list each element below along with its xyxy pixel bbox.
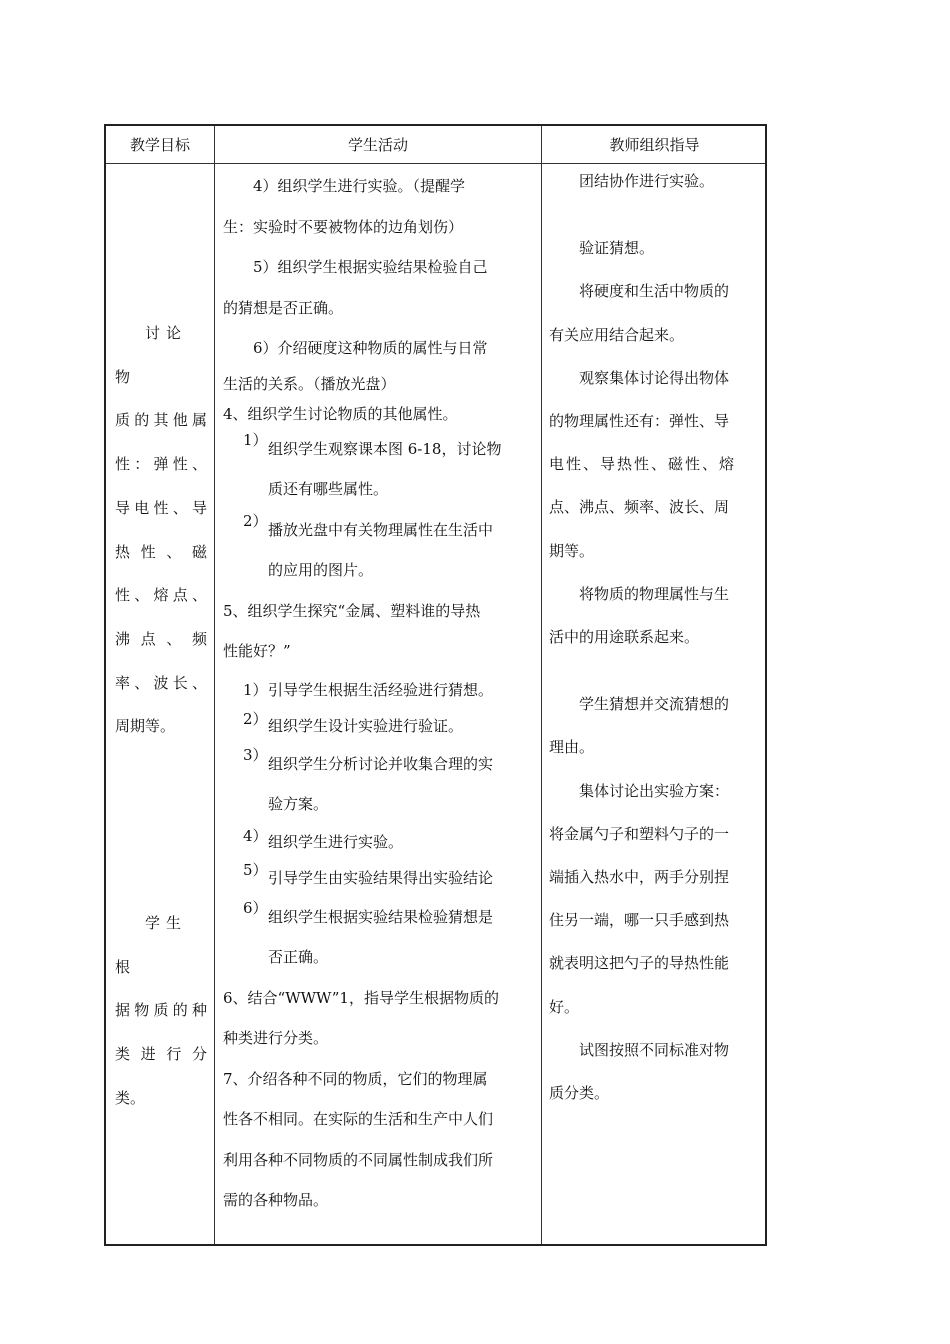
list-item: 3） 组织学生分析讨论并收集合理的实 验方案。 [243, 745, 494, 813]
header-teaching-goal: 教学目标 [129, 136, 190, 154]
header-teacher-guidance: 教师组织指导 [609, 136, 700, 154]
list-item: 1） 组织学生观察课本图 6-18，讨论物 质还有哪些属性。 [243, 430, 502, 498]
list-item: 6） 组织学生根据实验结果检验猜想是 否正确。 [243, 898, 494, 966]
section-7-heading: 7、介绍各种不同的物质，它们的物理属 [223, 1069, 488, 1088]
student-activity-column: 4）组织学生进行实验。（提醒学 生：实验时不要被物体的边角划伤） 5）组织学生根据实验结果检验自己 的猜想是否正确。 6）介绍硬度这种物质的属性与日常 生活的关系。（播放光盘） 4、组织学生讨论物质的其他属性。 1） 组织学生观察课本图 6-18，讨论物 质还有哪些属性。 2） 播放光盘中有关物理属性在生活中 的应用的图片。 5、组织学生探究“金属、塑料谁的导热 性能好？” 1） 引导学生根据生活经验进行猜想。 2） 组织学生设计实验进行验证。 3） 组织学生分析讨论并收集合理的实 验方案。 4） 组织学生进行实验。 5） 引导学生由实验结果得出实验结论 6） 组织学生根据实验结果检验猜想是 否正确。 6、结合“WWW”1，指导学生根据物质的 种类进行分类。 7、介绍各种不同的物质，它们的物理属 性各不相同。在实际的生活和生产中人们 利用各种不同物质的不同属性制成我们所 需的各种物品。 [223, 166, 535, 1221]
section-4-heading: 4、组织学生讨论物质的其他属性。 [223, 404, 458, 423]
list-item: 2） 组织学生设计实验进行验证。 [243, 709, 464, 735]
column-divider [541, 126, 542, 1244]
list-item: 2） 播放光盘中有关物理属性在生活中 的应用的图片。 [243, 511, 494, 579]
section-5-heading: 5、组织学生探究“金属、塑料谁的导热 [223, 601, 481, 620]
teacher-guidance-column: 团结协作进行实验。 验证猜想。 将硬度和生活中物质的 有关应用结合起来。 观察集体讨论得出物体 的物理属性还有：弹性、导 电性、导热性、磁性、熔 点、沸点、频率、波长、周 期等。 将物质的物理属性与生 活中的用途联系起来。 学生猜想并交流猜想的 理由。 集体讨论出实验方案： 将金属勺子和塑料勺子的一 端插入热水中，两手分别捏 住另一端，哪一只手感到热 就表明这把勺子的导热性能 好。 试图按照不同标准对物 质分类。 [549, 172, 737, 1103]
column-divider [214, 126, 215, 1244]
header-student-activity: 学生活动 [347, 136, 408, 154]
list-item: 5） 引导学生由实验结果得出实验结论 [243, 860, 494, 887]
list-item: 1） 引导学生根据生活经验进行猜想。 [243, 680, 494, 699]
goal-block-1: 讨论物 质的其他属 性：弹性、 导电性、导 热 性 、 磁 性、熔点、 沸 点 、 频 率、波长、 周期等。 [115, 324, 207, 736]
section-6-heading: 6、结合“WWW”1，指导学生根据物质的 [223, 988, 499, 1007]
lesson-table [104, 124, 767, 1246]
goal-block-2: 学生根 据物质的种 类 进 行 分 类。 [115, 914, 207, 1107]
list-item: 4） 组织学生进行实验。 [243, 826, 404, 851]
